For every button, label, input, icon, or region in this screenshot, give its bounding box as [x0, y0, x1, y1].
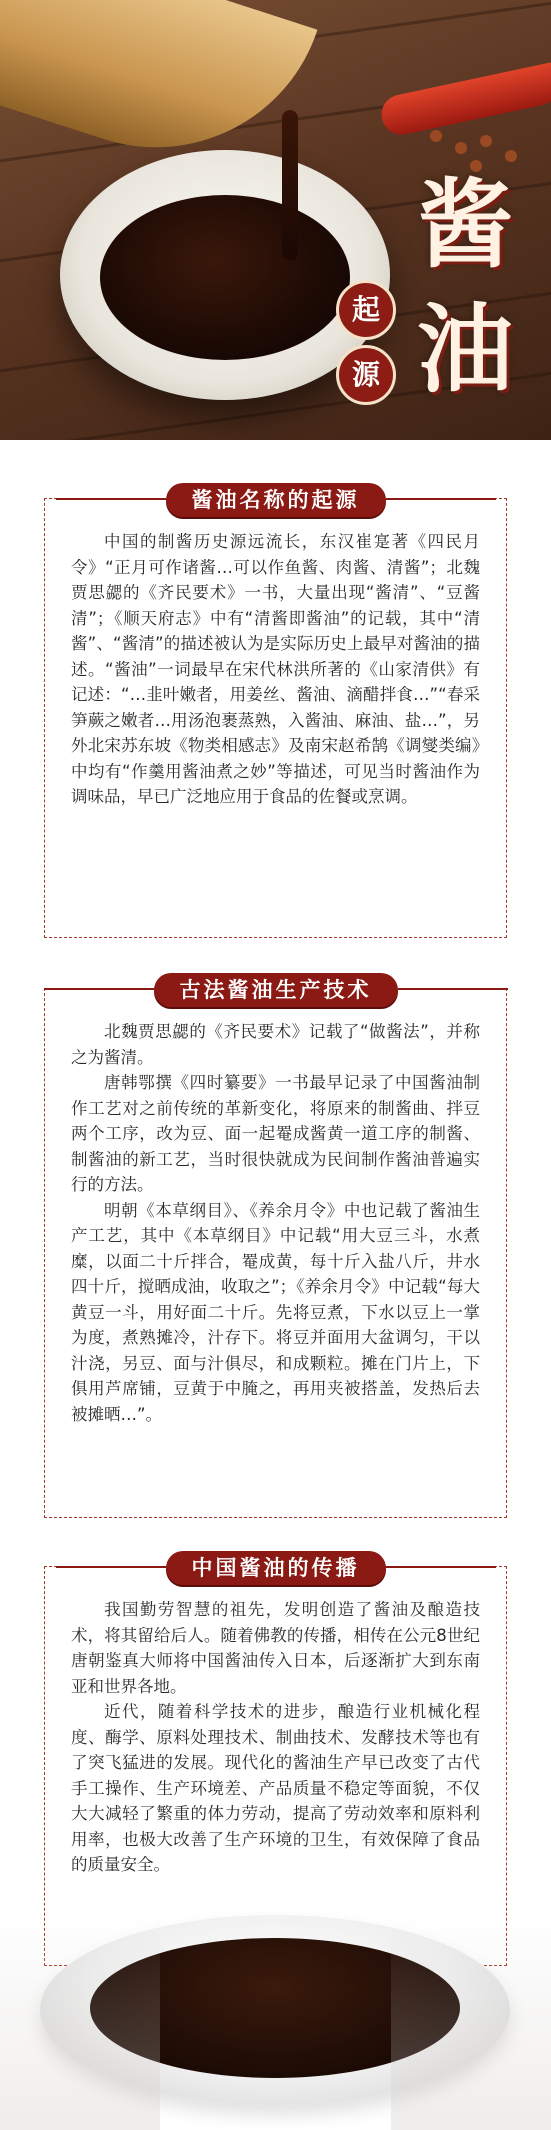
hero-badge: 源 [336, 345, 396, 405]
section-paragraph: 唐韩鄂撰《四时纂要》一书最早记录了中国酱油制作工艺对之前传统的革新变化，将原来的制酱曲、拌豆两个工序，改为豆、面一起罨成酱黄一道工序的制酱、制酱油的新工艺，当时很快就成为民间制作酱油普遍实行的方法。 [71, 1073, 480, 1194]
section-title: 中国酱油的传播 [166, 1551, 386, 1585]
peppercorn-image [505, 150, 517, 162]
section-title: 酱油名称的起源 [166, 483, 386, 517]
peppercorn-image [480, 135, 492, 147]
hero-badge: 起 [336, 280, 396, 340]
hero-title-char: 油 [417, 293, 513, 406]
section-name-origin [44, 488, 507, 938]
section-paragraph: 中国的制酱历史源远流长，东汉崔寔著《四民月令》“正月可作诸酱…可以作鱼酱、肉酱、清酱”；北魏贾思勰的《齐民要术》一书，大量出现“酱清”、“豆酱清”；《顺天府志》中有“清酱即酱油”的记载，其中“清酱”、“酱清”的描述被认为是实际历史上最早对酱油的描述。“酱油”一词最早在宋代林洪所著的《山家清供》有记述：“…韭叶嫩者，用姜丝、酱油、滴醋拌食…”“春采笋蕨之嫩者…用汤泡裹蒸熟，入酱油、麻油、盐…”，另外北宋苏东坡《物类相感志》及南宋赵希鹄《调燮类编》中均有“作羹用酱油煮之妙”等描述，可见当时酱油作为调味品，早已广泛地应用于食品的佐餐或烹调。 [71, 532, 480, 806]
section-spread [44, 1556, 507, 1966]
section-body [45, 1567, 506, 1896]
chili-pepper-image [378, 62, 551, 139]
section-body [45, 499, 506, 828]
section-body [45, 989, 506, 1445]
section-ancient-technique [44, 978, 507, 1518]
section-title: 古法酱油生产技术 [154, 973, 398, 1007]
section-paragraph: 明朝《本草纲目》、《养余月令》中也记载了酱油生产工艺，其中《本草纲目》中记载“用大豆三斗，水煮糜，以面二十斤拌合，罨成黄，每十斤入盐八斤，井水四十斤，搅晒成油，收取之”；《养余月令》中记载“每大黄豆一斗，用好面二十斤。先将豆煮，下水以豆上一掌为度，煮熟摊冷，汁存下。将豆并面用大盆调匀，干以汁浇，另豆、面与汁俱尽，和成颗粒。摊在门片上，下俱用芦席铺，豆黄于中腌之，再用夹被搭盖，发热后去被摊晒…”。 [71, 1200, 480, 1424]
corner-shade [0, 1910, 160, 2130]
section-paragraph: 近代，随着科学技术的进步，酿造行业机械化程度、酶学、原料处理技术、制曲技术、发酵技术等也有了突飞猛进的发展。现代化的酱油生产早已改变了古代手工操作、生产环境差、产品质量不稳定等面貌，不仅大大减轻了繁重的体力劳动，提高了劳动效率和原料利用率，也极大改善了生产环境的卫生，有效保障了食品的质量安全。 [71, 1702, 480, 1874]
peppercorn-image [430, 130, 442, 142]
corner-shade [391, 1910, 551, 2130]
peppercorn-image [455, 142, 467, 154]
section-paragraph: 我国勤劳智慧的祖先，发明创造了酱油及酿造技术，将其留给后人。随着佛教的传播，相传在公元8世纪唐朝鉴真大师将中国酱油传入日本，后逐渐扩大到东南亚和世界各地。 [71, 1600, 480, 1696]
sauce-stream-image [282, 110, 298, 260]
soy-sauce-image [100, 195, 350, 360]
hero-banner [0, 0, 551, 440]
hero-title-char: 酱 [417, 168, 513, 281]
section-paragraph: 北魏贾思勰的《齐民要术》记载了“做酱法”，并称之为酱清。 [71, 1022, 480, 1067]
